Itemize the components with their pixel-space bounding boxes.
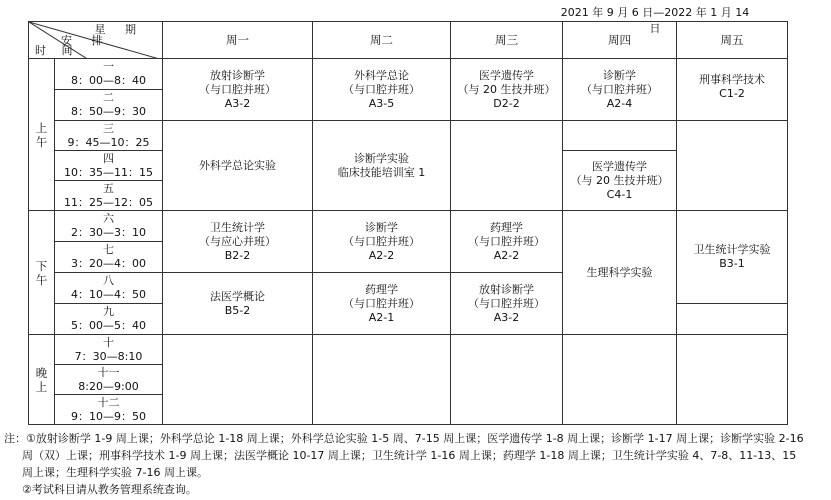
corner-label-arrange: 安 排 [61,34,111,47]
period-cell: 八 4：10—4：50 [55,273,163,304]
note-line: 周（双）上课；刑事科学技术 1-9 周上课；法医学概论 10-17 周上课；卫生统计学 1-16 周上课；药理学 1-18 周上课；卫生统计学实验 4、7-8、11-13、15 [22,449,797,462]
day-header-tue: 周二 [313,22,451,59]
empty-mon-eve [163,335,313,425]
segment-morning: 上 午 [29,59,55,211]
empty-wed-eve [451,335,563,425]
segment-evening: 晚 上 [29,335,55,425]
course-thu-am2: 医学遗传学 （与 20 生技并班） C4-1 [563,151,677,211]
course-mon-pm2: 法医学概论 B5-2 [163,273,313,335]
empty-fri-am2 [677,121,788,211]
date-range: 2021 年 9 月 6 日—2022 年 1 月 14 日 [560,6,750,35]
period-cell: 十二 9：10—9：50 [55,395,163,425]
corner-label-time: 时 间 [35,44,79,57]
period-cell: 十 7：30—8:10 [55,335,163,365]
schedule-table [28,21,788,425]
note-line: 注：①放射诊断学 1-9 周上课；外科学总论 1-18 周上课；外科学总论实验 1-5 周、7-15 周上课；医学遗传学 1-8 周上课；诊断学 1-17 周上课；诊断学实验 2-16 [4,432,804,445]
period-cell: 二 8：50—9：30 [55,90,163,121]
day-header-thu: 周四 [563,22,677,59]
empty-thu-am2-top [563,121,677,151]
course-fri-am1: 刑事科学技术 C1-2 [677,59,788,121]
day-header-fri: 周五 [677,22,788,59]
period-cell: 一 8：00—8：40 [55,59,163,90]
empty-fri-eve [677,335,788,425]
period-cell: 四 10：35—11：15 [55,151,163,181]
course-thu-am1: 诊断学 （与口腔并班） A2-4 [563,59,677,121]
course-thu-pm: 生理科学实验 [563,211,677,335]
segment-afternoon: 下 午 [29,211,55,335]
period-cell: 三 9：45—10：25 [55,121,163,151]
course-fri-pm1: 卫生统计学实验 B3-1 [677,211,788,304]
empty-tue-eve [313,335,451,425]
note-line: ②考试科目请从教务管理系统查询。 [22,483,197,496]
period-cell: 六 2：30—3：10 [55,211,163,242]
note-line: 周上课；生理科学实验 7-16 周上课。 [22,466,208,479]
course-wed-pm2: 放射诊断学 （与口腔并班） A3-2 [451,273,563,335]
day-header-wed: 周三 [451,22,563,59]
course-tue-pm2: 药理学 （与口腔并班） A2-1 [313,273,451,335]
empty-wed-am2 [451,121,563,211]
schedule-notes [4,430,824,498]
period-cell: 九 5：00—5：40 [55,304,163,335]
course-wed-pm1: 药理学 （与口腔并班） A2-2 [451,211,563,273]
table-corner-header [29,22,163,59]
period-cell: 七 3：20—4：00 [55,242,163,273]
corner-label-weekday: 星 期 [94,23,144,36]
course-tue-am2: 诊断学实验 临床技能培训室 1 [313,121,451,211]
course-wed-am1: 医学遗传学 （与 20 生技并班） D2-2 [451,59,563,121]
period-cell: 五 11：25—12：05 [55,181,163,211]
day-header-mon: 周一 [163,22,313,59]
empty-fri-pm2 [677,304,788,335]
empty-thu-eve [563,335,677,425]
course-mon-am2: 外科学总论实验 [163,121,313,211]
course-tue-pm1: 诊断学 （与口腔并班） A2-2 [313,211,451,273]
period-cell: 十一 8:20—9:00 [55,365,163,395]
course-tue-am1: 外科学总论 （与口腔并班） A3-5 [313,59,451,121]
course-mon-am1: 放射诊断学 （与口腔并班） A3-2 [163,59,313,121]
course-mon-pm1: 卫生统计学 （与应心并班） B2-2 [163,211,313,273]
